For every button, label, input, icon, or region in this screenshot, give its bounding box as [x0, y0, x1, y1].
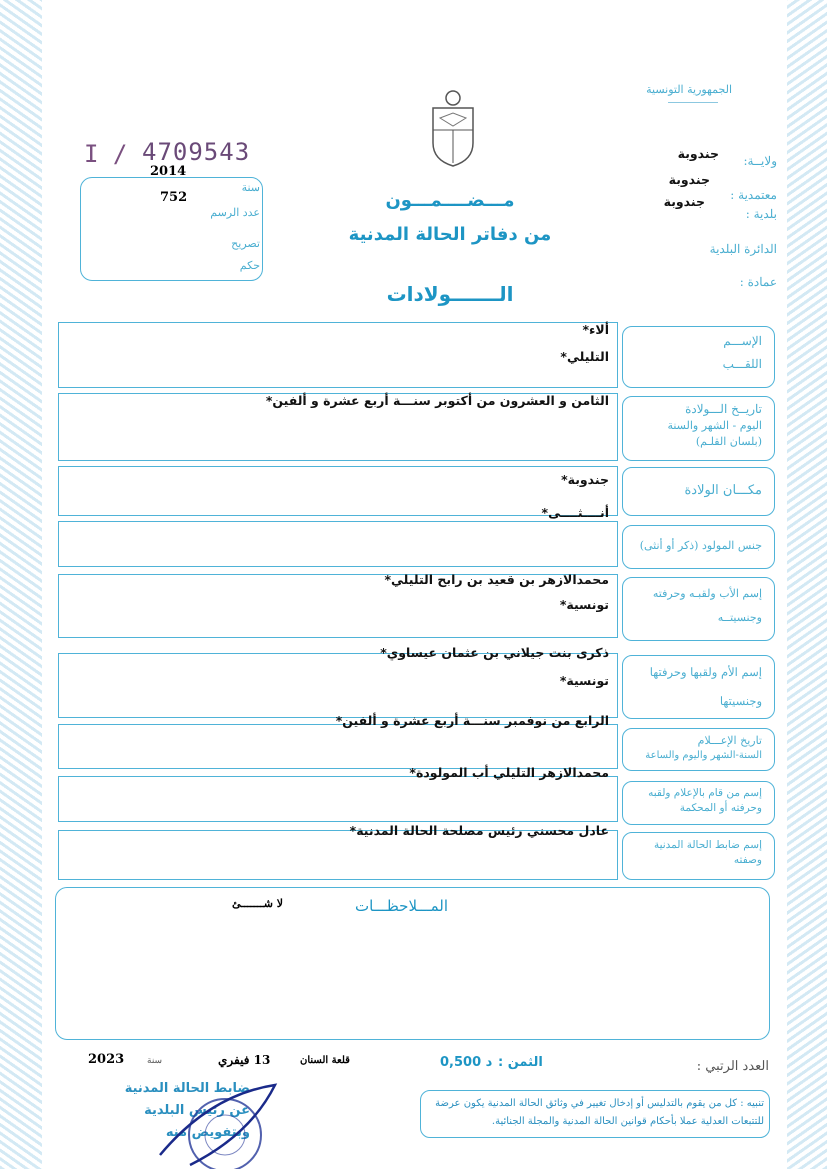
district-label: الدائرة البلدية	[709, 242, 777, 256]
year-label: سنة	[241, 181, 260, 194]
record-number: 752	[160, 190, 188, 205]
governorate-label: ولايــة:	[743, 154, 777, 168]
first-name-value: ألاء*	[582, 322, 609, 337]
father-label-box: إسم الأب ولقبـه وحرفته وجنسيتــه	[622, 577, 775, 641]
mother-value-box	[58, 653, 618, 718]
serial-no-label: العدد الرتبي :	[696, 1059, 769, 1074]
record-number-label: عدد الرسم	[210, 206, 260, 219]
issue-date-value: 13 فيفري	[218, 1053, 271, 1067]
declarant-value-box	[58, 776, 618, 822]
price-label: الثمن :	[498, 1055, 543, 1070]
place-value: قلعة السنان	[300, 1055, 350, 1066]
serial-number: 4709543	[142, 138, 251, 166]
issue-year-value: 2023	[88, 1052, 125, 1067]
municipality-label: بلدية :	[745, 207, 777, 221]
birth-date-value: الثامن و العشرون من أكتوبر سنـــة أربع عشرة و ألفين*	[265, 393, 609, 408]
serial-prefix: I /	[84, 140, 128, 168]
surname-label: اللقـــب	[722, 357, 762, 372]
coat-of-arms-emblem	[428, 88, 478, 168]
notice-text: تنبيه : كل من يقوم بالتدليس أو إدخال تغيير في وثائق الحالة المدنية يكون عرضة للتتبعات العدلية عملا بأحكام قوانين الحالة المدنية والمجلة الجنائية.	[435, 1098, 764, 1127]
delegation-value: جندوبة	[668, 172, 710, 187]
issue-year-label: سنة	[147, 1056, 163, 1066]
declarant-value: محمدالازهر التليلي أب المولودة*	[409, 765, 609, 780]
name-label-box	[622, 326, 775, 388]
guilloche-border-left	[0, 0, 42, 1169]
guilloche-border-right	[787, 0, 827, 1169]
sex-value: أنــــثــــى*	[541, 505, 609, 520]
declaration-date-value: الرابع من نوفمبر سنـــة أربع عشرة و ألفين*	[335, 713, 609, 728]
declaration-date-label-box: تاريخ الإعـــلام السنة-الشهر واليوم والساعة	[622, 728, 775, 771]
birth-place-value-box	[58, 466, 618, 516]
title-summary: مـــضــــمـــون	[385, 190, 515, 211]
officer-label-box: إسم ضابط الحالة المدنية وصفته	[622, 832, 775, 880]
title-births: الـــــــولادات	[386, 282, 514, 306]
father-nationality-value: تونسية*	[559, 597, 609, 612]
father-name-value: محمدالازهر بن قعيد بن رابح التليلي*	[384, 572, 609, 587]
price-value: 0,500 د	[440, 1055, 493, 1070]
municipality-value: جندوبة	[663, 194, 705, 209]
mother-name-value: ذكرى بنت جيلاني بن عثمان عيساوي*	[380, 645, 609, 660]
birth-place-value: جندوبة*	[561, 472, 609, 487]
divider	[668, 102, 718, 103]
declaration-label: تصريح	[231, 237, 260, 250]
signature-line-1: ضابط الحالة المدنية	[124, 1081, 250, 1096]
officer-value: عادل محسني رئيس مصلحة الحالة المدنية*	[349, 823, 609, 838]
surname-value: التليلي*	[560, 349, 609, 364]
imada-label: عمادة :	[739, 275, 777, 289]
mother-label-box: إسم الأم ولقبها وحرفتها وجنسيتها	[622, 655, 775, 719]
birth-place-label-box: مكـــان الولادة	[622, 467, 775, 516]
governorate-value: جندوبة	[677, 146, 719, 161]
sex-label-box: جنس المولود (ذكر أو أنثى)	[622, 525, 775, 569]
title-civil-registers: من دفاتر الحالة المدنية	[348, 224, 552, 245]
delegation-label: معتمدية :	[730, 188, 777, 202]
name-label: الإســـم	[723, 334, 762, 348]
signature-line-2: عن رئيس البلدية	[144, 1103, 250, 1118]
name-value-box	[58, 322, 618, 388]
declarant-label-box: إسم من قام بالإعلام ولقبه وحرفته أو المحكمة	[622, 781, 775, 825]
sex-value-box	[58, 521, 618, 567]
republic-label: الجمهورية التونسية	[646, 83, 732, 96]
declaration-date-value-box	[58, 724, 618, 769]
mother-nationality-value: تونسية*	[559, 673, 609, 688]
official-stamp-signature	[150, 1075, 280, 1169]
remarks-label: المـــلاحظـــات	[355, 897, 448, 915]
remarks-value: لا شـــــــئ	[232, 897, 284, 910]
record-year: 2014	[150, 164, 187, 179]
judgment-label: حكم	[239, 259, 260, 272]
signature-line-3: وبتفويض منه	[165, 1125, 250, 1140]
birth-date-label-box: تاريــخ الـــولادة اليوم - الشهر والسنة (بلسان القلـم)	[622, 396, 775, 461]
